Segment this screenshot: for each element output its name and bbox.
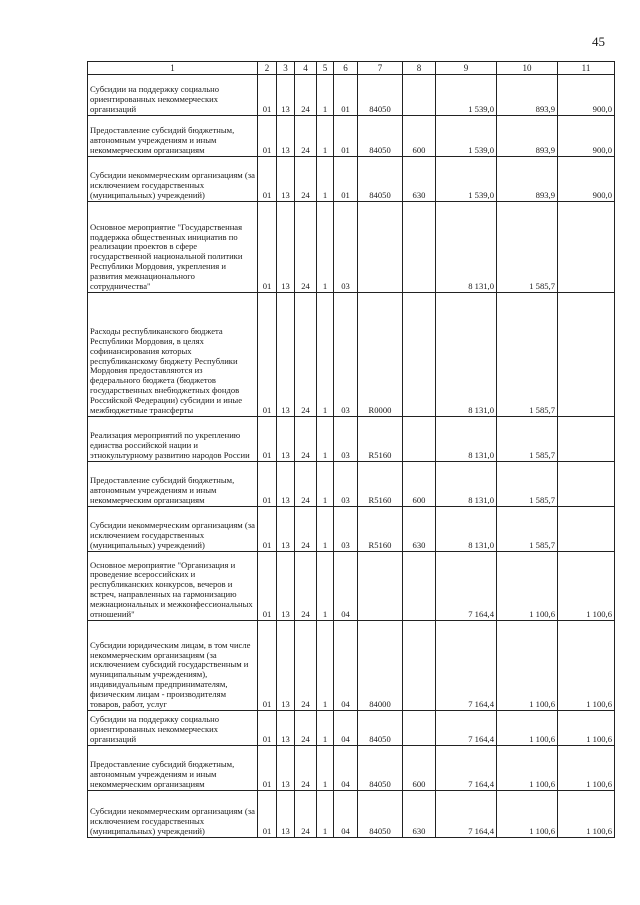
column-header: 10 bbox=[497, 62, 558, 75]
cell-activity: 04 bbox=[334, 791, 358, 838]
cell-subsection: 13 bbox=[277, 417, 295, 462]
cell-activity: 03 bbox=[334, 293, 358, 417]
column-header: 5 bbox=[317, 62, 334, 75]
cell-amount-2: 893,9 bbox=[497, 157, 558, 202]
cell-amount-2: 893,9 bbox=[497, 75, 558, 116]
cell-direction: 84050 bbox=[358, 711, 403, 746]
cell-program: 24 bbox=[295, 157, 317, 202]
cell-section: 01 bbox=[258, 711, 277, 746]
cell-program: 24 bbox=[295, 621, 317, 711]
cell-amount-3 bbox=[558, 293, 615, 417]
column-header: 1 bbox=[88, 62, 258, 75]
cell-subsection: 13 bbox=[277, 75, 295, 116]
cell-subprogram: 1 bbox=[317, 791, 334, 838]
cell-amount-2: 1 585,7 bbox=[497, 507, 558, 552]
cell-subsection: 13 bbox=[277, 746, 295, 791]
cell-activity: 03 bbox=[334, 507, 358, 552]
row-name: Субсидии на поддержку социально ориентированных некоммерческих организаций bbox=[88, 711, 258, 746]
row-name: Основное мероприятие "Организация и проведение всероссийских и республиканских конкурсов, вечеров и встреч, направленных на гармонизацию межнациональных и межконфессиональных отношений" bbox=[88, 552, 258, 621]
cell-amount-1: 8 131,0 bbox=[436, 293, 497, 417]
cell-subprogram: 1 bbox=[317, 293, 334, 417]
column-header: 3 bbox=[277, 62, 295, 75]
cell-amount-3: 900,0 bbox=[558, 157, 615, 202]
cell-amount-3: 1 100,6 bbox=[558, 711, 615, 746]
cell-subprogram: 1 bbox=[317, 157, 334, 202]
cell-expense-type bbox=[403, 75, 436, 116]
cell-amount-1: 8 131,0 bbox=[436, 507, 497, 552]
table-row bbox=[88, 116, 615, 157]
cell-amount-1: 8 131,0 bbox=[436, 417, 497, 462]
cell-direction: 84000 bbox=[358, 621, 403, 711]
cell-amount-3: 1 100,6 bbox=[558, 746, 615, 791]
cell-section: 01 bbox=[258, 746, 277, 791]
cell-amount-1: 1 539,0 bbox=[436, 75, 497, 116]
cell-expense-type: 600 bbox=[403, 746, 436, 791]
cell-section: 01 bbox=[258, 116, 277, 157]
cell-subsection: 13 bbox=[277, 202, 295, 293]
cell-expense-type bbox=[403, 202, 436, 293]
row-name: Субсидии на поддержку социально ориентированных некоммерческих организаций bbox=[88, 75, 258, 116]
cell-direction: 84050 bbox=[358, 116, 403, 157]
cell-activity: 04 bbox=[334, 621, 358, 711]
cell-subprogram: 1 bbox=[317, 417, 334, 462]
cell-subprogram: 1 bbox=[317, 711, 334, 746]
table-row bbox=[88, 202, 615, 293]
cell-subprogram: 1 bbox=[317, 75, 334, 116]
cell-direction bbox=[358, 202, 403, 293]
cell-subprogram: 1 bbox=[317, 621, 334, 711]
row-name: Субсидии юридическим лицам, в том числе некоммерческим организациям (за исключением субсидий государственным и муниципальным учреждениям), индивидуальным предпринимателям, физическим лицам - производителям товаров, работ, услуг bbox=[88, 621, 258, 711]
cell-amount-1: 8 131,0 bbox=[436, 202, 497, 293]
cell-section: 01 bbox=[258, 791, 277, 838]
cell-amount-2: 1 100,6 bbox=[497, 791, 558, 838]
cell-section: 01 bbox=[258, 157, 277, 202]
cell-direction: R5160 bbox=[358, 462, 403, 507]
cell-section: 01 bbox=[258, 462, 277, 507]
cell-direction: 84050 bbox=[358, 157, 403, 202]
cell-program: 24 bbox=[295, 746, 317, 791]
cell-section: 01 bbox=[258, 417, 277, 462]
cell-subsection: 13 bbox=[277, 116, 295, 157]
cell-activity: 04 bbox=[334, 746, 358, 791]
table-row bbox=[88, 462, 615, 507]
cell-activity: 01 bbox=[334, 116, 358, 157]
cell-program: 24 bbox=[295, 202, 317, 293]
cell-expense-type: 600 bbox=[403, 116, 436, 157]
cell-amount-2: 1 100,6 bbox=[497, 621, 558, 711]
cell-section: 01 bbox=[258, 75, 277, 116]
cell-subsection: 13 bbox=[277, 711, 295, 746]
row-name: Субсидии некоммерческим организациям (за исключением государственных (муниципальных) учреждений) bbox=[88, 507, 258, 552]
cell-subsection: 13 bbox=[277, 621, 295, 711]
cell-program: 24 bbox=[295, 417, 317, 462]
column-header: 9 bbox=[436, 62, 497, 75]
cell-subprogram: 1 bbox=[317, 116, 334, 157]
cell-program: 24 bbox=[295, 462, 317, 507]
cell-expense-type bbox=[403, 293, 436, 417]
column-header: 7 bbox=[358, 62, 403, 75]
cell-subprogram: 1 bbox=[317, 552, 334, 621]
cell-section: 01 bbox=[258, 552, 277, 621]
cell-program: 24 bbox=[295, 552, 317, 621]
cell-program: 24 bbox=[295, 791, 317, 838]
cell-amount-2: 1 100,6 bbox=[497, 746, 558, 791]
cell-direction: 84050 bbox=[358, 791, 403, 838]
cell-direction: R0000 bbox=[358, 293, 403, 417]
cell-direction: R5160 bbox=[358, 507, 403, 552]
cell-subprogram: 1 bbox=[317, 462, 334, 507]
cell-amount-2: 893,9 bbox=[497, 116, 558, 157]
cell-activity: 03 bbox=[334, 202, 358, 293]
cell-amount-1: 1 539,0 bbox=[436, 157, 497, 202]
row-name: Реализация мероприятий по укреплению единства российской нации и этнокультурному развитию народов России bbox=[88, 417, 258, 462]
row-name: Предоставление субсидий бюджетным, автономным учреждениям и иным некоммерческим организациям bbox=[88, 746, 258, 791]
cell-expense-type: 600 bbox=[403, 462, 436, 507]
cell-amount-1: 1 539,0 bbox=[436, 116, 497, 157]
cell-amount-3 bbox=[558, 462, 615, 507]
cell-program: 24 bbox=[295, 293, 317, 417]
page-number: 45 bbox=[592, 34, 605, 49]
cell-subsection: 13 bbox=[277, 462, 295, 507]
table-row bbox=[88, 507, 615, 552]
cell-amount-1: 7 164,4 bbox=[436, 552, 497, 621]
table-row bbox=[88, 157, 615, 202]
cell-amount-2: 1 585,7 bbox=[497, 293, 558, 417]
cell-amount-2: 1 585,7 bbox=[497, 417, 558, 462]
table-row bbox=[88, 417, 615, 462]
cell-amount-3 bbox=[558, 202, 615, 293]
cell-amount-2: 1 100,6 bbox=[497, 711, 558, 746]
cell-section: 01 bbox=[258, 293, 277, 417]
column-header: 2 bbox=[258, 62, 277, 75]
cell-expense-type bbox=[403, 552, 436, 621]
cell-activity: 04 bbox=[334, 711, 358, 746]
cell-section: 01 bbox=[258, 507, 277, 552]
cell-program: 24 bbox=[295, 711, 317, 746]
column-header: 8 bbox=[403, 62, 436, 75]
cell-expense-type: 630 bbox=[403, 507, 436, 552]
column-header: 11 bbox=[558, 62, 615, 75]
cell-amount-1: 7 164,4 bbox=[436, 621, 497, 711]
cell-subprogram: 1 bbox=[317, 746, 334, 791]
cell-expense-type bbox=[403, 711, 436, 746]
cell-program: 24 bbox=[295, 507, 317, 552]
cell-activity: 01 bbox=[334, 75, 358, 116]
cell-subsection: 13 bbox=[277, 293, 295, 417]
cell-amount-3 bbox=[558, 507, 615, 552]
cell-expense-type bbox=[403, 621, 436, 711]
row-name: Субсидии некоммерческим организациям (за исключением государственных (муниципальных) учреждений) bbox=[88, 791, 258, 838]
cell-amount-3 bbox=[558, 417, 615, 462]
cell-subprogram: 1 bbox=[317, 507, 334, 552]
table-row bbox=[88, 75, 615, 116]
cell-amount-3: 1 100,6 bbox=[558, 621, 615, 711]
table-row bbox=[88, 552, 615, 621]
cell-subsection: 13 bbox=[277, 791, 295, 838]
cell-activity: 03 bbox=[334, 462, 358, 507]
cell-section: 01 bbox=[258, 621, 277, 711]
cell-amount-3: 900,0 bbox=[558, 116, 615, 157]
column-header: 6 bbox=[334, 62, 358, 75]
table-row bbox=[88, 621, 615, 711]
cell-program: 24 bbox=[295, 116, 317, 157]
cell-direction: R5160 bbox=[358, 417, 403, 462]
cell-subsection: 13 bbox=[277, 507, 295, 552]
row-name: Субсидии некоммерческим организациям (за исключением государственных (муниципальных) учреждений) bbox=[88, 157, 258, 202]
budget-table bbox=[87, 61, 615, 838]
row-name: Основное мероприятие "Государственная поддержка общественных инициатив по реализации проектов в сфере государственной национальной политики Республики Мордовия, укрепления и развития межнационального сотрудничества" bbox=[88, 202, 258, 293]
table-row bbox=[88, 746, 615, 791]
cell-amount-3: 1 100,6 bbox=[558, 791, 615, 838]
cell-subsection: 13 bbox=[277, 157, 295, 202]
cell-subprogram: 1 bbox=[317, 202, 334, 293]
cell-amount-2: 1 585,7 bbox=[497, 202, 558, 293]
cell-amount-2: 1 585,7 bbox=[497, 462, 558, 507]
cell-expense-type: 630 bbox=[403, 157, 436, 202]
cell-amount-1: 7 164,4 bbox=[436, 711, 497, 746]
cell-direction bbox=[358, 552, 403, 621]
row-name: Расходы республиканского бюджета Республики Мордовия, в целях софинансирования которых республиканскому бюджету Республики Мордовия предоставляются из федерального бюджета (бюджетов государственных внебюджетных фондов Российской Федерации) субсидии и иные межбюджетные трансферты bbox=[88, 293, 258, 417]
cell-subsection: 13 bbox=[277, 552, 295, 621]
table-row bbox=[88, 711, 615, 746]
cell-section: 01 bbox=[258, 202, 277, 293]
cell-amount-1: 7 164,4 bbox=[436, 746, 497, 791]
table-row bbox=[88, 791, 615, 838]
cell-direction: 84050 bbox=[358, 746, 403, 791]
cell-program: 24 bbox=[295, 75, 317, 116]
cell-activity: 01 bbox=[334, 157, 358, 202]
cell-amount-2: 1 100,6 bbox=[497, 552, 558, 621]
row-name: Предоставление субсидий бюджетным, автономным учреждениям и иным некоммерческим организациям bbox=[88, 116, 258, 157]
row-name: Предоставление субсидий бюджетным, автономным учреждениям и иным некоммерческим организациям bbox=[88, 462, 258, 507]
column-header: 4 bbox=[295, 62, 317, 75]
header-row bbox=[88, 62, 615, 75]
cell-expense-type bbox=[403, 417, 436, 462]
cell-amount-1: 7 164,4 bbox=[436, 791, 497, 838]
cell-expense-type: 630 bbox=[403, 791, 436, 838]
cell-activity: 03 bbox=[334, 417, 358, 462]
cell-amount-3: 900,0 bbox=[558, 75, 615, 116]
table-row bbox=[88, 293, 615, 417]
cell-amount-3: 1 100,6 bbox=[558, 552, 615, 621]
cell-activity: 04 bbox=[334, 552, 358, 621]
cell-amount-1: 8 131,0 bbox=[436, 462, 497, 507]
cell-direction: 84050 bbox=[358, 75, 403, 116]
